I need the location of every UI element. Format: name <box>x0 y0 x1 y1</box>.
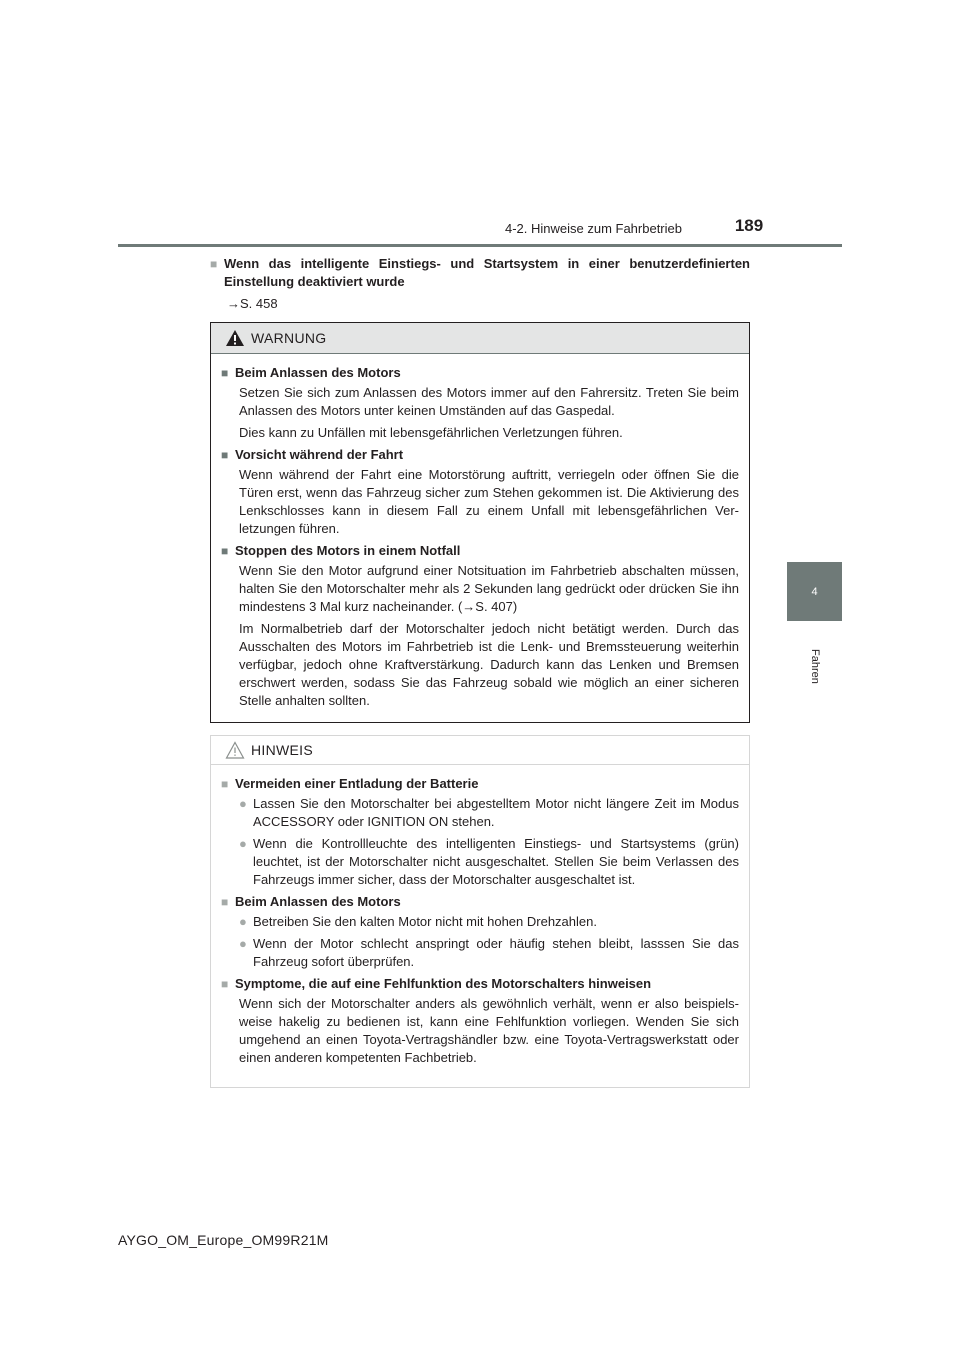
list-item <box>221 913 739 931</box>
square-bullet-icon: ■ <box>221 777 229 791</box>
list-item-text: Betreiben Sie den kalten Motor nicht mit hohen Drehzahlen. <box>253 914 597 929</box>
circle-bullet-icon: ● <box>239 936 247 951</box>
header-divider <box>118 244 842 247</box>
note-body <box>211 765 749 1067</box>
note-item <box>221 893 739 971</box>
square-bullet-icon: ■ <box>221 895 229 909</box>
intro-section <box>210 255 750 313</box>
item-heading-text: Beim Anlassen des Motors <box>235 365 401 380</box>
section-title: 4-2. Hinweise zum Fahrbetrieb <box>504 221 682 236</box>
item-text: Im Normalbetrieb darf der Motorschalter jedoch nicht betätigt werden. Durch das Ausschalten des Motors im Fahrbetrieb ist die Lenk- und Bremssteuerung weiterhin verfügbar, jedoch ohne Kraftverstärkung. Dadurch kann das Lenken und Bremsen erschwert werden, sodass Sie das Fahrzeug sobald wie möglich an einer sicheren Stelle anhalten sollten. <box>239 621 739 708</box>
list-item-text: Lassen Sie den Motorschalter bei abgestelltem Motor nicht längere Zeit im Modus ACCESSORY oder IGNITION ON stehen. <box>253 796 739 829</box>
item-text: Dies kann zu Unfällen mit lebensgefährlichen Verletzungen führen. <box>239 425 623 440</box>
document-id: AYGO_OM_Europe_OM99R21M <box>118 1232 329 1248</box>
intro-heading-text: Wenn das intelligente Einstiegs- und Startsystem in einer benutzerdefinierten Einstellung deaktiviert wurde <box>224 256 750 289</box>
chapter-number: 4 <box>811 585 818 598</box>
warning-box <box>210 322 750 723</box>
item-text: Wenn während der Fahrt eine Motorstörung auftritt, verriegeln oder öffnen Sie die Türen erst, wenn das Fahrzeug sicher zum Stehen gekommen ist. Die Aktivierung des Lenkschlosses kann in diesem Fall zu einem Unfall mit lebensgefährlichen Ver-letzungen führen. <box>239 467 739 536</box>
item-heading-text: Beim Anlassen des Motors <box>235 894 401 909</box>
circle-bullet-icon: ● <box>239 914 247 929</box>
caution-triangle-icon <box>225 741 245 759</box>
square-bullet-icon: ■ <box>221 448 229 462</box>
item-heading <box>221 542 739 560</box>
item-heading-text: Vermeiden einer Entladung der Batterie <box>235 776 479 791</box>
warning-header <box>211 323 749 354</box>
square-bullet-icon: ■ <box>221 544 229 558</box>
item-heading-text: Stoppen des Motors in einem Notfall <box>235 543 461 558</box>
list-item-text: Wenn der Motor schlecht anspringt oder häufig stehen bleibt, lasssen Sie das Fahrzeug sofort überprüfen. <box>253 936 739 969</box>
item-heading-text: Symptome, die auf eine Fehlfunktion des Motorschalters hinweisen <box>235 976 652 991</box>
list-item-text: Wenn die Kontrollleuchte des intelligenten Einstiegs- und Startsystems (grün) leuchtet, ist der Motorschalter nicht ausgeschaltet. Stellen Sie beim Verlassen des Fahrzeugs immer sicher, dass der Motorschalter ausgeschaltet ist. <box>253 836 739 887</box>
page-number: 189 <box>734 216 764 235</box>
item-heading <box>221 893 739 911</box>
square-bullet-icon: ■ <box>221 977 229 991</box>
square-bullet-icon: ■ <box>210 257 218 271</box>
item-heading <box>221 446 739 464</box>
page-reference[interactable]: →S. 458 <box>227 296 278 311</box>
warning-item <box>221 542 739 710</box>
warning-triangle-icon <box>225 329 245 347</box>
square-bullet-icon: ■ <box>221 366 229 380</box>
list-item <box>221 795 739 831</box>
circle-bullet-icon: ● <box>239 836 247 851</box>
item-heading <box>221 364 739 382</box>
warning-body <box>211 354 749 710</box>
warning-item <box>221 446 739 538</box>
item-text: Wenn sich der Motorschalter anders als gewöhnlich verhält, wenn er also beispiels-weise hakelig zu bedienen ist, kann eine Fehlfunktion vorliegen. Wenden Sie sich umgehend an einen Toyota-Vertragshändler bzw. eine Toyota-Vertragswerkstatt oder einen anderen kompetenten Fachbetrieb. <box>239 996 739 1065</box>
note-box <box>210 735 750 1088</box>
note-item <box>221 975 739 1067</box>
intro-heading <box>210 255 750 291</box>
note-title: HINWEIS <box>251 742 313 758</box>
chapter-tab[interactable] <box>787 562 842 621</box>
chapter-label: Fahren <box>809 648 821 684</box>
item-heading <box>221 775 739 793</box>
list-item <box>221 935 739 971</box>
list-item <box>221 835 739 889</box>
warning-item <box>221 364 739 442</box>
item-text: Wenn Sie den Motor aufgrund einer Notsituation im Fahrbetrieb abschalten müssen, halten Sie den Motorschalter mehr als 2 Sekunden lang gedrückt oder drücken Sie ihn mindestens 3 Mal kurz nacheinander. (→S. 407) <box>239 563 739 614</box>
item-heading <box>221 975 739 993</box>
item-text: Setzen Sie sich zum Anlassen des Motors immer auf den Fahrersitz. Treten Sie beim Anlassen des Motors unter keinen Umständen auf das Gaspedal. <box>239 385 739 418</box>
item-heading-text: Vorsicht während der Fahrt <box>235 447 404 462</box>
note-header <box>211 736 749 765</box>
warning-title: WARNUNG <box>251 330 327 346</box>
circle-bullet-icon: ● <box>239 796 247 811</box>
note-item <box>221 775 739 889</box>
